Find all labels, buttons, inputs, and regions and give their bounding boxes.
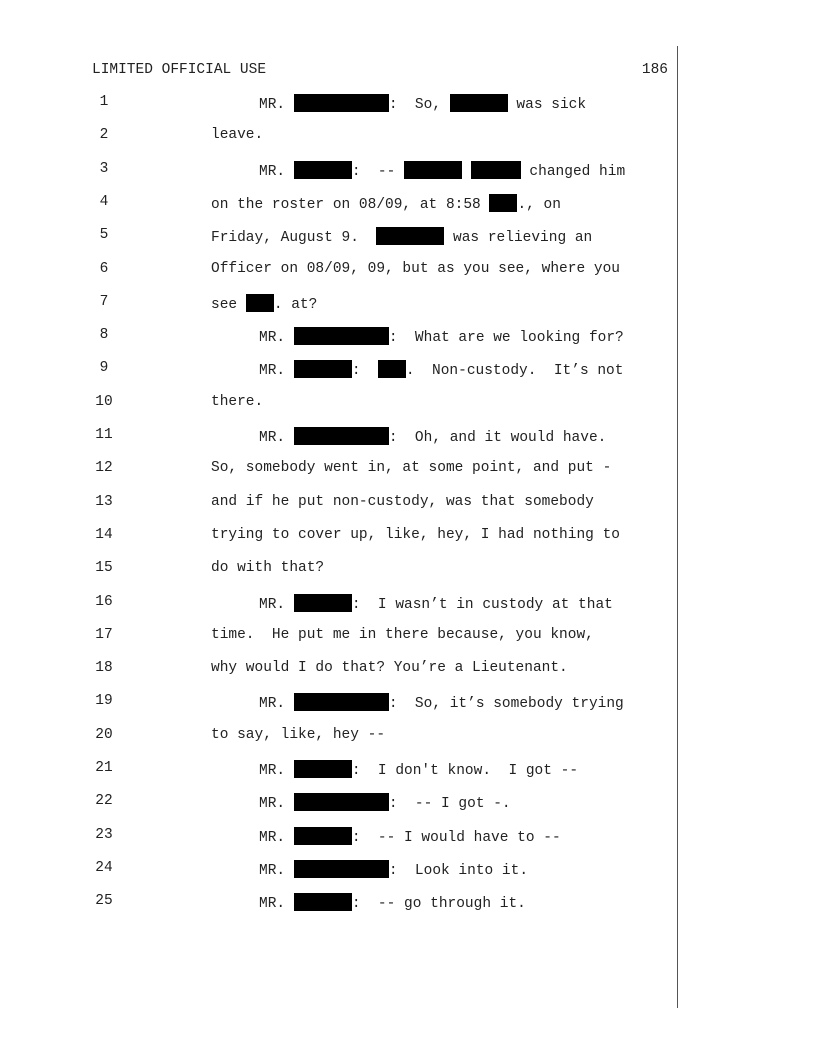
text-segment: trying to cover up, like, hey, I had nothing to [211,526,620,543]
line-number: 5 [99,227,109,244]
text-segment: : What are we looking for? [388,330,624,347]
redaction-block [294,594,352,612]
line-text [211,560,324,576]
line-number: 14 [95,526,113,543]
line-text [211,727,385,743]
redaction-block [294,827,352,845]
redaction-block [471,161,521,179]
line-number: 7 [99,293,109,310]
transcript-line [0,594,816,618]
text-segment: Friday, August 9. [211,230,377,247]
text-segment: MR. [259,163,294,180]
line-text [259,860,528,879]
text-segment: MR. [259,596,294,613]
transcript-line [0,94,816,118]
transcript-line [0,560,816,584]
transcript-line [0,627,816,651]
redaction-block [294,693,389,711]
text-segment: was relieving an [444,230,593,247]
transcript-line [0,360,816,384]
redaction-block [378,360,406,378]
text-segment: MR. [259,363,294,380]
text-segment: : I don't know. I got -- [351,763,579,779]
transcript-line [0,460,816,484]
text-segment: MR. [259,896,294,913]
transcript-line [0,827,816,851]
line-number: 20 [95,726,113,743]
line-text [259,360,623,379]
transcript-line [0,893,816,917]
text-segment: see [211,296,246,313]
text-segment: changed him [520,163,626,180]
transcript-line [0,760,816,784]
line-text [211,660,568,676]
text-segment: there. [211,393,264,410]
line-text [211,261,620,277]
line-number: 18 [95,660,113,677]
transcript-line [0,127,816,151]
text-segment: : Oh, and it would have. [388,430,607,446]
line-text [259,793,511,812]
transcript-line [0,527,816,551]
line-number: 25 [95,893,113,910]
line-number: 1 [99,94,109,110]
redaction-block [489,194,517,212]
redaction-block [294,94,389,112]
line-text [211,127,263,143]
line-text [211,494,594,510]
line-number: 4 [99,193,109,210]
text-segment: : -- I got -. [388,796,511,813]
transcript-line [0,327,816,351]
text-segment: Officer on 08/09, 09, but as you see, where you [211,260,620,277]
transcript-line [0,693,816,717]
text-segment: : So, [388,97,450,113]
transcript-line [0,227,816,251]
redaction-block [376,227,444,245]
text-segment [462,164,471,180]
text-segment: MR. [259,430,294,446]
transcript-line [0,427,816,451]
text-segment: So, somebody went in, at some point, and put - [211,460,612,477]
line-number: 17 [95,626,113,643]
page-number: 186 [641,62,668,78]
line-number: 6 [99,260,109,277]
redaction-block [294,360,352,378]
text-segment: MR. [259,696,294,713]
text-segment: MR. [259,763,294,779]
line-text [211,194,561,213]
transcript-line [0,727,816,751]
page-header [92,62,668,82]
text-segment: : -- I would have to -- [351,829,561,846]
line-text [211,227,592,246]
text-segment: ., on [517,196,561,213]
line-number: 16 [95,593,113,610]
line-text [259,161,625,180]
transcript-line [0,261,816,285]
classification-label: LIMITED OFFICIAL USE [92,62,267,78]
text-segment: : So, it’s somebody trying [388,696,624,713]
redaction-block [294,427,389,445]
line-number: 15 [95,560,113,577]
line-number: 3 [99,160,109,177]
transcript-line [0,294,816,318]
line-number: 12 [95,460,113,477]
line-text [211,627,594,643]
text-segment: MR. [259,862,294,879]
line-number: 13 [95,493,113,510]
text-segment: time. He put me in there because, you know, [211,626,594,643]
text-segment: why would I do that? You’re a Lieutenant. [211,660,568,677]
line-number: 22 [95,793,113,810]
text-segment: : I wasn’t in custody at that [351,596,613,613]
redaction-block [246,294,274,312]
text-segment: leave. [211,127,264,144]
text-segment: : [351,363,378,380]
text-segment: : -- go through it. [351,896,526,913]
text-segment: MR. [259,829,294,846]
text-segment: . Non-custody. It’s not [405,363,624,380]
line-text [259,760,578,779]
text-segment: MR. [259,796,294,813]
transcript-line [0,161,816,185]
redaction-block [294,161,352,179]
line-number: 10 [95,393,113,410]
line-text [211,294,317,313]
line-text [259,427,606,446]
transcript-line [0,494,816,518]
redaction-block [294,327,389,345]
line-text [259,827,561,846]
transcript-line [0,793,816,817]
text-segment: : -- [351,163,405,180]
line-number: 9 [99,360,109,377]
redaction-block [450,94,508,112]
line-number: 21 [95,760,113,776]
line-text [259,594,613,613]
line-text [259,893,526,912]
text-segment: MR. [259,330,294,347]
transcript-line [0,660,816,684]
transcript-line [0,194,816,218]
text-segment: was sick [507,97,587,113]
redaction-block [294,893,352,911]
line-text [259,94,586,113]
line-number: 19 [95,693,113,710]
transcript-line [0,860,816,884]
line-text [211,460,611,476]
text-segment: MR. [259,97,294,113]
line-text [259,327,624,346]
text-segment: . at? [273,296,318,313]
redaction-block [294,760,352,778]
text-segment: to say, like, hey -- [211,726,386,743]
line-number: 8 [99,327,109,344]
text-segment: : Look into it. [388,862,529,879]
line-number: 2 [99,127,109,144]
redaction-block [294,793,389,811]
line-text [259,693,624,712]
redaction-block [294,860,389,878]
line-number: 11 [95,427,113,443]
transcript-line [0,394,816,418]
line-number: 24 [95,859,113,876]
text-segment: do with that? [211,560,325,577]
redaction-block [404,161,462,179]
line-text [211,394,263,410]
line-number: 23 [95,826,113,843]
text-segment: and if he put non-custody, was that somebody [211,493,594,510]
line-text [211,527,620,543]
text-segment: on the roster on 08/09, at 8:58 [211,196,490,213]
